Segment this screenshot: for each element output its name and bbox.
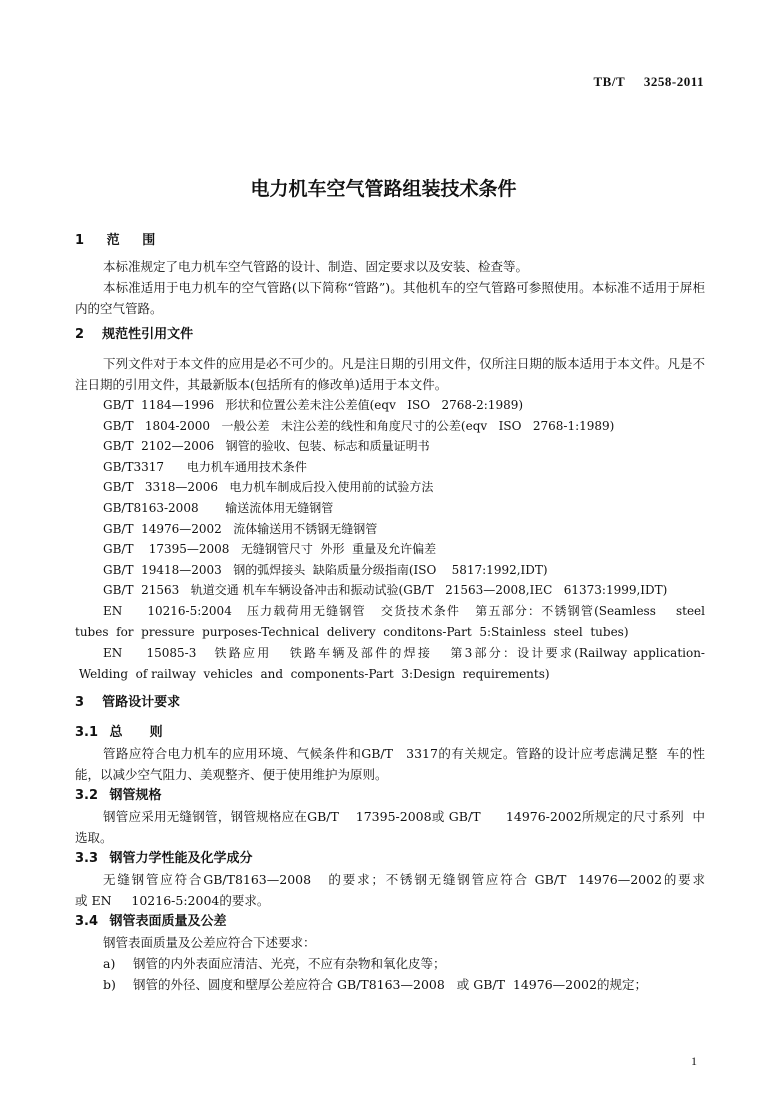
section-2-heading: 2 规范性引用文件 [75, 327, 194, 342]
subsection-number: 3.3 [75, 851, 99, 866]
subsection-number: 3.2 [75, 788, 99, 803]
reference-list [75, 395, 705, 601]
reference-item: GB/T 14976—2002 流体输送用不锈钢无缝钢管 [103, 521, 378, 536]
reference-en-10216: EN 10216-5:2004 压力载荷用无缝钢管 交货技术条件 第五部分：不锈钢管(Seamless steel tubes for pressure purposes-Technical delivery conditons-Part 5:Stainless steel tubes) [75, 603, 705, 639]
page-number: 1 [691, 1054, 697, 1068]
reference-item: GB/T 1184—1996 形状和位置公差未注公差值(eqv ISO 2768-2:1989) [103, 398, 524, 412]
section-3-heading: 3 管路设计要求 [75, 695, 181, 710]
list-item-label: a) [103, 956, 116, 971]
list-item-text: 钢管的内外表面应清洁、光亮，不应有杂物和氧化皮等； [133, 956, 446, 971]
section-3-body [75, 722, 705, 995]
subsection-3-1-paragraph: 管路应符合电力机车的应用环境、气候条件和GB/T 3317的有关规定。管路的设计应考虑满足整 车的性能，以减少空气阻力、美观整齐、便于使用维护为原则。 [75, 746, 705, 782]
list-item [75, 953, 705, 974]
subsection-3-3-paragraph: 无缝钢管应符合GB/T8163—2008 的要求；不锈钢无缝钢管应符合 GB/T 14976—2002的要求或 EN 10216-5:2004的要求。 [75, 872, 705, 908]
reference-item: GB/T 1804-2000 一般公差 未注公差的线性和角度尺寸的公差(eqv ISO 2768-1:1989) [103, 418, 615, 433]
subsection-3-2-heading [75, 785, 705, 806]
subsection-3-4-intro: 钢管表面质量及公差应符合下述要求： [103, 935, 316, 950]
section-2 [75, 324, 705, 345]
document-title: 电力机车空气管路组装技术条件 [250, 178, 517, 200]
reference-item: GB/T3317 电力机车通用技术条件 [103, 459, 307, 474]
subsection-title: 总 则 [109, 725, 163, 740]
subsection-title: 钢管规格 [109, 788, 162, 803]
subsection-number: 3.4 [75, 914, 99, 929]
reference-item: GB/T 17395—2008 无缝钢管尺寸 外形 重量及允许偏差 [103, 542, 437, 557]
subsection-3-4-heading [75, 911, 705, 932]
subsection-title: 钢管表面质量及公差 [109, 914, 227, 929]
subsection-title: 钢管力学性能及化学成分 [109, 851, 253, 866]
subsection-3-2-paragraph: 钢管应采用无缝钢管，钢管规格应在GB/T 17395-2008或 GB/T 14976-2002所规定的尺寸系列 中选取。 [75, 809, 705, 845]
subsection-3-1-heading [75, 722, 705, 743]
reference-item: GB/T 3318—2006 电力机车制成后投入使用前的试验方法 [103, 480, 434, 495]
reference-en-15085: EN 15085-3 铁路应用 铁路车辆及部件的焊接 第3部分：设计要求(Railway application- Welding of railway vehicles and components-Part 3:Design requirements) [75, 645, 705, 681]
reference-item: GB/T 19418—2003 钢的弧焊接头 缺陷质量分级指南(ISO 5817:1992,IDT) [103, 562, 548, 577]
section-3 [75, 692, 705, 713]
list-item [75, 974, 705, 995]
section-2-intro: 下列文件对于本文件的应用是必不可少的。凡是注日期的引用文件，仅所注日期的版本适用于本文件。凡是不注日期的引用文件，其最新版本(包括所有的修改单)适用于本文件。 [75, 356, 705, 392]
subsection-number: 3.1 [75, 725, 99, 740]
section-1 [75, 230, 705, 251]
section-1-paragraph-2: 本标准适用于电力机车的空气管路(以下简称“管路”)。其他机车的空气管路可参照使用。本标准不适用于屏柜内的空气管路。 [75, 280, 705, 316]
reference-item: GB/T 2102—2006 钢管的验收、包装、标志和质量证明书 [103, 439, 430, 454]
reference-item: GB/T8163-2008 输送流体用无缝钢管 [103, 500, 334, 515]
section-1-heading: 1 范 围 [75, 233, 156, 248]
list-item-text: 钢管的外径、圆度和壁厚公差应符合 GB/T8163—2008 或 GB/T 14976—2002的规定； [133, 977, 647, 992]
section-2-body [75, 353, 705, 685]
subsection-3-3-heading [75, 848, 705, 869]
list-item-label: b) [103, 977, 116, 992]
section-1-paragraph-1: 本标准规定了电力机车空气管路的设计、制造、固定要求以及安装、检查等。 [103, 259, 529, 274]
standard-code: TB/T 3258-2011 [593, 74, 704, 89]
reference-item: GB/T 21563 轨道交通 机车车辆设备冲击和振动试验(GB/T 21563—2008,IEC 61373:1999,IDT) [103, 583, 668, 598]
section-1-body [75, 256, 705, 319]
